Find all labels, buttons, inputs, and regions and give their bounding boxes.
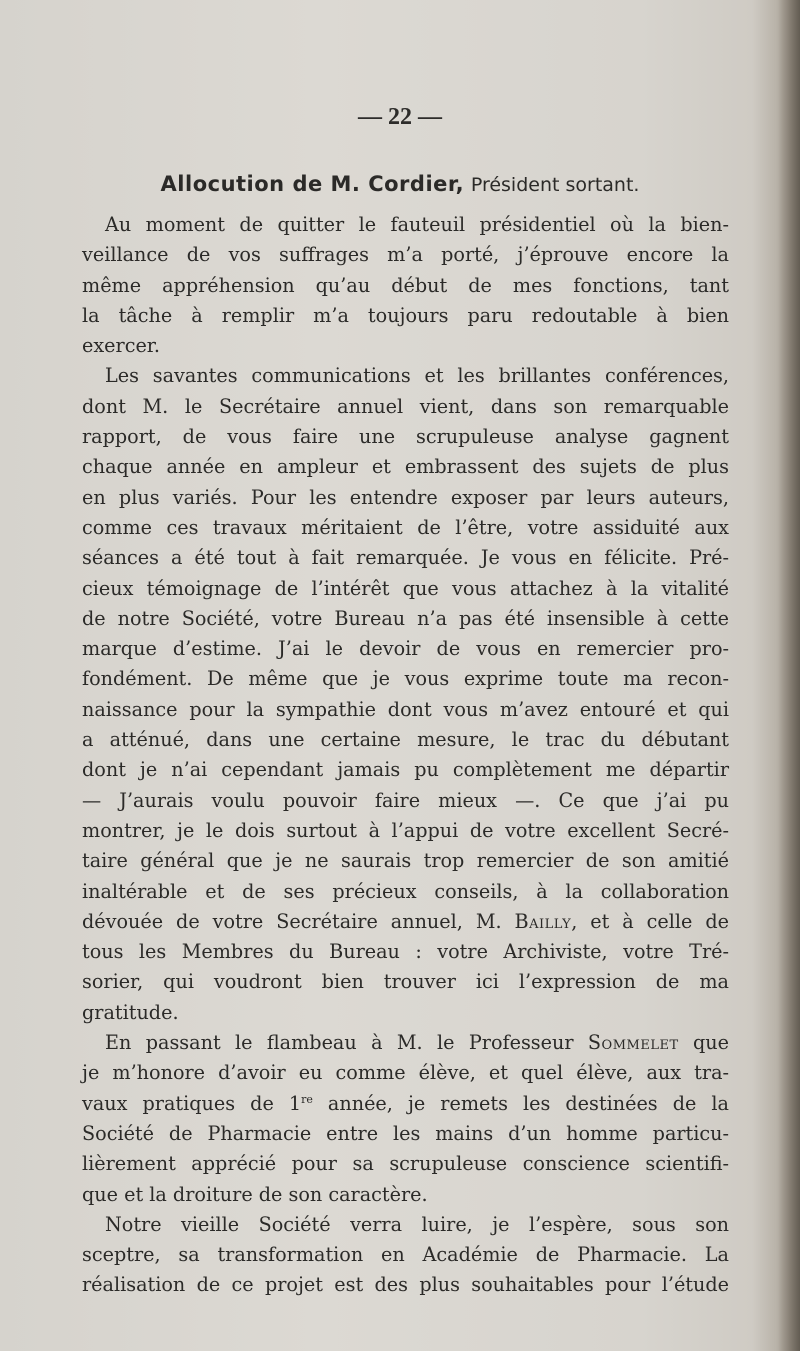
text-line: Les savantes communications et les brillantes conférences, bbox=[105, 364, 729, 388]
text-line: séances a été tout à fait remarquée. Je vous en félicite. Pré- bbox=[82, 546, 729, 570]
text-line: dont je n’ai cependant jamais pu complètement me départir bbox=[82, 758, 729, 782]
text-line: fondément. De même que je vous exprime toute ma recon- bbox=[82, 667, 729, 691]
text-line: la tâche à remplir m’a toujours paru redoutable à bien bbox=[82, 303, 729, 327]
text-line: dont M. le Secrétaire annuel vient, dans son remarquable bbox=[82, 394, 729, 418]
page-binding-edge bbox=[778, 0, 800, 1351]
heading-subtitle: Président sortant. bbox=[470, 174, 640, 196]
text-line: même appréhension qu’au début de mes fonctions, tant bbox=[82, 273, 729, 297]
name-sommelet: Sommelet bbox=[587, 1031, 679, 1055]
text-line: montrer, je le dois surtout à l’appui de votre excellent Secré- bbox=[82, 818, 729, 842]
text-line: — J’aurais voulu pouvoir faire mieux —. Ce que j’ai pu bbox=[82, 788, 729, 812]
text-line: chaque année en ampleur et embrassent des sujets de plus bbox=[82, 455, 729, 479]
year-number: 1 bbox=[288, 1091, 302, 1115]
text-line: sceptre, sa transformation en Académie de Pharmacie. La bbox=[82, 1243, 729, 1267]
text-line: marque d’estime. J’ai le devoir de vous en remercier pro- bbox=[82, 637, 729, 661]
name-bailly: Bailly bbox=[514, 909, 572, 933]
text-segment: En passant le flambeau à M. le Professeur bbox=[105, 1031, 588, 1055]
text-segment: , et à celle de bbox=[571, 909, 729, 933]
text-line: cieux témoignage de l’intérêt que vous attachez à la vitalité bbox=[82, 576, 729, 600]
page-number: — 22 — bbox=[358, 104, 442, 130]
text-line: Société de Pharmacie entre les mains d’un homme particu- bbox=[82, 1121, 729, 1145]
text-line-sommelet bbox=[82, 1028, 729, 1058]
text-line: rapport, de vous faire une scrupuleuse analyse gagnent bbox=[82, 425, 729, 449]
text-line-bailly bbox=[82, 907, 729, 937]
text-segment: que bbox=[678, 1031, 729, 1055]
text-line: tous les Membres du Bureau : votre Archiviste, votre Tré- bbox=[82, 940, 729, 964]
text-line-annee bbox=[82, 1089, 729, 1119]
text-segment: dévouée de votre Secrétaire annuel, M. bbox=[82, 909, 515, 933]
text-line: de notre Société, votre Bureau n’a pas été insensible à cette bbox=[82, 606, 729, 630]
text-line: veillance de vos suffrages m’a porté, j’éprouve encore la bbox=[82, 243, 729, 267]
text-line: réalisation de ce projet est des plus souhaitables pour l’étude bbox=[82, 1273, 729, 1297]
text-line: a atténué, dans une certaine mesure, le trac du débutant bbox=[82, 728, 729, 752]
text-line: comme ces travaux méritaient de l’être, votre assiduité aux bbox=[82, 515, 729, 539]
text-line: en plus variés. Pour les entendre exposer par leurs auteurs, bbox=[82, 485, 729, 509]
body-text bbox=[82, 210, 729, 1301]
text-line: sorier, qui voudront bien trouver ici l’expression de ma bbox=[82, 970, 729, 994]
text-line: Au moment de quitter le fauteuil présidentiel où la bien- bbox=[105, 213, 729, 236]
text-line: inaltérable et de ses précieux conseils, à la collaboration bbox=[82, 879, 729, 903]
year-superscript: re bbox=[301, 1092, 313, 1106]
section-heading bbox=[0, 170, 800, 199]
heading-title: Allocution de M. Cordier, bbox=[160, 172, 465, 196]
text-line: naissance pour la sympathie dont vous m’avez entouré et qui bbox=[82, 697, 729, 721]
text-line: que et la droiture de son caractère. bbox=[82, 1182, 428, 1206]
text-line: taire général que je ne saurais trop remercier de son amitié bbox=[82, 849, 729, 873]
text-segment: vaux pratiques de bbox=[82, 1091, 289, 1115]
text-line: je m’honore d’avoir eu comme élève, et quel élève, aux tra- bbox=[82, 1061, 729, 1085]
text-line: lièrement apprécié pour sa scrupuleuse conscience scientifi- bbox=[82, 1152, 729, 1176]
text-line: exercer. bbox=[82, 334, 160, 358]
text-segment: année, je remets les destinées de la bbox=[312, 1091, 729, 1115]
text-line: Notre vieille Société verra luire, je l’espère, sous son bbox=[105, 1212, 729, 1236]
text-line: gratitude. bbox=[82, 1000, 179, 1024]
